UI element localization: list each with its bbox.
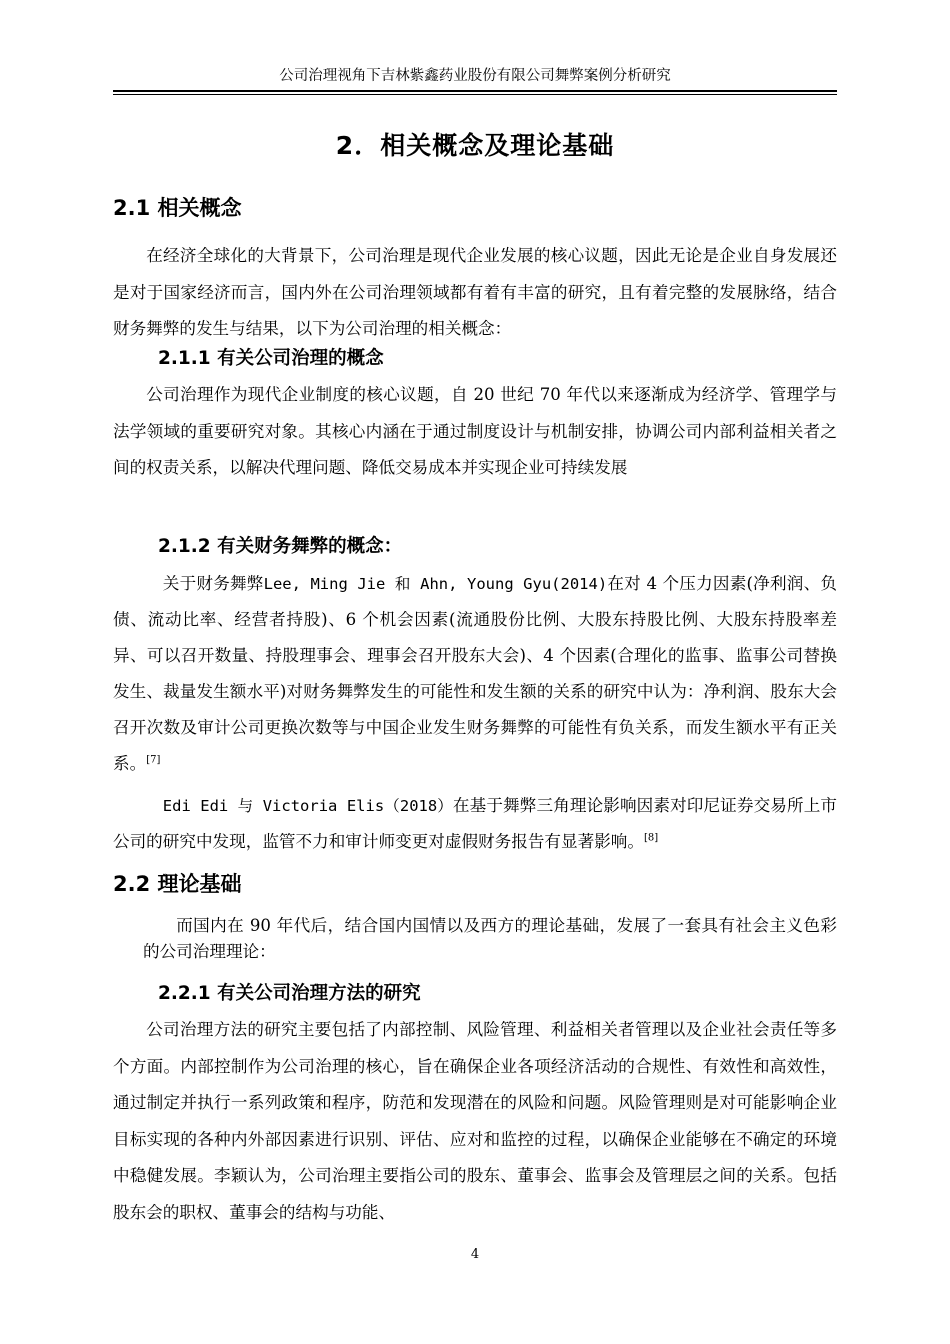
section-2-1-2-para-2 xyxy=(113,788,837,860)
section-2-1-1-body: 公司治理作为现代企业制度的核心议题，自 20 世纪 70 年代以来逐渐成为经济学、管理学与法学领域的重要研究对象。其核心内涵在于通过制度设计与机制安排，协调公司内部利益相关者之间的权责关系，以解决代理问题、降低交易成本并实现企业可持续发展 xyxy=(113,385,837,477)
section-heading-2-1: 2.1 相关概念 xyxy=(113,196,242,220)
section-heading-2-1-2: 2.1.2 有关财务舞弊的概念： xyxy=(158,536,403,557)
para-lead-text: 关于财务舞弊 xyxy=(162,574,264,593)
citation-authors-lee-ahn: Lee, Ming Jie 和 Ahn, Young Gyu(2014) xyxy=(263,575,608,593)
page-number: 4 xyxy=(470,1247,480,1262)
section-2-1-intro: 在经济全球化的大背景下，公司治理是现代企业发展的核心议题，因此无论是企业自身发展还是对于国家经济而言，国内外在公司治理领域都有着有丰富的研究，且有着完整的发展脉络，结合财务舞弊的发生与结果，以下为公司治理的相关概念： xyxy=(113,246,837,338)
section-heading-2-2: 2.2 理论基础 xyxy=(113,872,242,896)
header-rule-thin xyxy=(113,94,837,95)
header-rule-thick xyxy=(113,90,837,92)
reference-mark-8: [8] xyxy=(644,832,659,844)
running-header: 公司治理视角下吉林紫鑫药业股份有限公司舞弊案例分析研究 xyxy=(279,68,671,84)
para-body-text: 在对 4 个压力因素(净利润、负债、流动比率、经营者持股)、6 个机会因素(流通股份比例、大股东持股比例、大股东持股率差异、可以召开数量、持股理事会、理事会召开股东大会)、4 个因素(合理化的监事、监事公司替换发生、裁量发生额水平)对财务舞弊发生的可能性和发生额的关系的研究中认为：净利润、股东大会召开次数及审计公司更换次数等与中国企业发生财务舞弊的可能性有负关系，而发生额水平有正关系。 xyxy=(113,574,837,773)
section-2-2-1-body: 公司治理方法的研究主要包括了内部控制、风险管理、利益相关者管理以及企业社会责任等多个方面。内部控制作为公司治理的核心，旨在确保企业各项经济活动的合规性、有效性和高效性，通过制定并执行一系列政策和程序，防范和发现潜在的风险和问题。风险管理则是对可能影响企业目标实现的各种内外部因素进行识别、评估、应对和监控的过程，以确保企业能够在不确定的环境中稳健发展。李颖认为，公司治理主要指公司的股东、董事会、监事会及管理层之间的关系。包括股东会的职权、董事会的结构与功能、 xyxy=(113,1020,837,1222)
citation-authors-edi-elis: Edi Edi 与 Victoria Elis（2018） xyxy=(162,797,453,815)
para-body-text: 在基于舞弊三角理论影响因素对印尼证券交易所上市公司的研究中发现，监管不力和审计师变更对虚假财务报告有显著影响。 xyxy=(113,796,837,851)
chapter-title: 2．相关概念及理论基础 xyxy=(335,131,615,160)
section-heading-2-1-1: 2.1.1 有关公司治理的概念 xyxy=(158,348,384,369)
section-2-2-intro: 而国内在 90 年代后，结合国内国情以及西方的理论基础，发展了一套具有社会主义色彩的公司治理理论： xyxy=(143,916,837,961)
reference-mark-7: [7] xyxy=(146,754,161,766)
section-heading-2-2-1: 2.2.1 有关公司治理方法的研究 xyxy=(158,983,421,1004)
section-2-1-2-para-1 xyxy=(113,566,837,782)
